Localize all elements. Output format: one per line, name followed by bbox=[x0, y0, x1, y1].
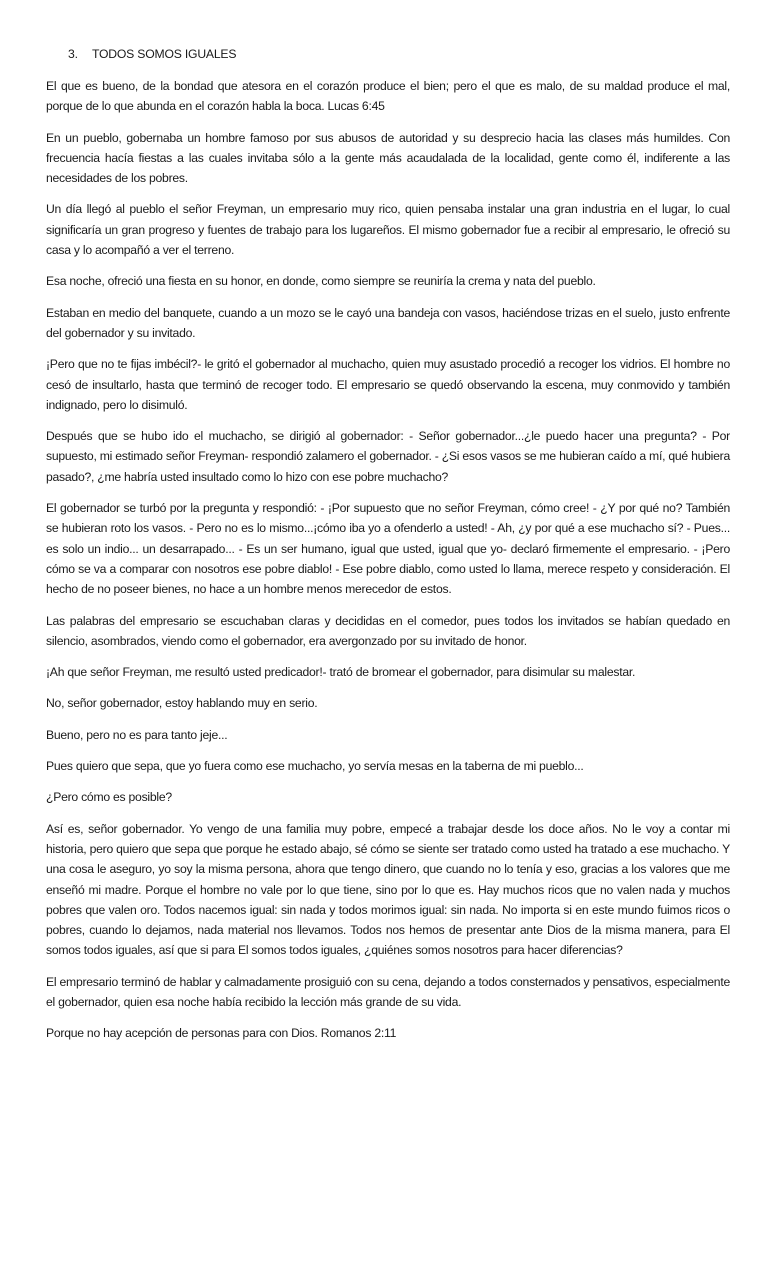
section-number: 3. bbox=[68, 47, 78, 61]
paragraph: ¿Pero cómo es posible? bbox=[46, 790, 172, 805]
paragraph: Estaban en medio del banquete, cuando a un mozo se le cayó una bandeja con vasos, haciéndose trizas en el suelo, justo enfrente del gobernador y su invitado. bbox=[46, 305, 730, 340]
paragraph: Esa noche, ofreció una fiesta en su honor, en donde, como siempre se reuniría la crema y nata del pueblo. bbox=[46, 274, 596, 289]
paragraph: Las palabras del empresario se escuchaban claras y decididas en el comedor, pues todos los invitados se habían quedado en silencio, asombrados, viendo como el gobernador, era avergonzado por su invitado de honor. bbox=[46, 613, 730, 648]
paragraph: ¡Ah que señor Freyman, me resultó usted predicador!- trató de bromear el gobernador, para disimular su malestar. bbox=[46, 665, 636, 680]
paragraph: Después que se hubo ido el muchacho, se dirigió al gobernador: - Señor gobernador...¿le puedo hacer una pregunta? - Por supuesto, mi estimado señor Freyman- respondió zalamero el gobernador. - ¿Si esos vasos se me hubieran caído a mí, qué hubiera pasado?, ¿me habría usted insultado como lo hizo con ese pobre muchacho? bbox=[46, 429, 730, 484]
paragraph: El gobernador se turbó por la pregunta y respondió: - ¡Por supuesto que no señor Freyman, cómo cree! - ¿Y por qué no? También se hubieran roto los vasos. - Pero no es lo mismo...¡cómo iba yo a ofenderlo a usted! - Ah, ¿y por qué a ese muchacho sí? - Pues... es solo un indio... un desarrapado... - Es un ser humano, igual que usted, igual que yo- declaró firmemente el empresario. - ¡Pero cómo se va a comparar con nosotros ese pobre diablo! - Ese pobre diablo, como usted lo llama, merece respeto y consideración. El hecho de no poseer bienes, no hace a un hombre menos merecedor de estos. bbox=[46, 501, 730, 597]
paragraph: ¡Pero que no te fijas imbécil?- le gritó el gobernador al muchacho, quien muy asustado procedió a recoger los vidrios. El hombre no cesó de insultarlo, hasta que terminó de recoger todo. El empresario se quedó observando la escena, muy conmovido y también indignado, pero lo disimuló. bbox=[46, 357, 730, 412]
paragraph: Bueno, pero no es para tanto jeje... bbox=[46, 727, 228, 742]
paragraph: Así es, señor gobernador. Yo vengo de una familia muy pobre, empecé a trabajar desde los doce años. No le voy a contar mi historia, pero quiero que sepa que porque he estado abajo, sé cómo se siente ser tratado como usted ha tratado a ese muchacho. Y una cosa le aseguro, yo soy la misma persona, ahora que tengo dinero, que cuando no lo tenía y eso, gracias a los valores que me enseñó mi madre. Porque el hombre no vale por lo que tiene, sino por lo que es. Hay muchos ricos que no valen nada y muchos pobres que valen oro. Todos nacemos igual: sin nada y todos morimos igual: sin nada. No importa si en este mundo fuimos ricos o pobres, cuando lo dejamos, nada material nos llevamos. Todos nos hemos de presentar ante Dios de la misma manera, para El somos todos iguales, así que si para El somos todos iguales, ¿quiénes somos nosotros para hacer diferencias? bbox=[46, 821, 730, 958]
paragraph: El empresario terminó de hablar y calmadamente prosiguió con su cena, dejando a todos consternados y pensativos, especialmente el gobernador, quien esa noche había recibido la lección más grande de su vida. bbox=[46, 974, 730, 1009]
paragraph-closing-verse: Porque no hay acepción de personas para con Dios. Romanos 2:11 bbox=[46, 1026, 397, 1041]
section-title: TODOS SOMOS IGUALES bbox=[92, 47, 237, 61]
section-heading bbox=[46, 44, 730, 64]
paragraph: Un día llegó al pueblo el señor Freyman, un empresario muy rico, quien pensaba instalar una gran industria en el lugar, lo cual significaría un gran progreso y fuentes de trabajo para los lugareños. El mismo gobernador fue a recibir al empresario, le ofreció su casa y lo acompañó a ver el terreno. bbox=[46, 202, 730, 258]
document-page bbox=[46, 44, 730, 1055]
paragraph: Pues quiero que sepa, que yo fuera como ese muchacho, yo servía mesas en la taberna de mi pueblo... bbox=[46, 759, 584, 774]
paragraph: En un pueblo, gobernaba un hombre famoso por sus abusos de autoridad y su desprecio hacia las clases más humildes. Con frecuencia hacía fiestas a las cuales invitaba sólo a la gente más acaudalada de la localidad, gente como él, indiferente a las necesidades de los pobres. bbox=[46, 130, 730, 186]
paragraph-epigraph: El que es bueno, de la bondad que atesora en el corazón produce el bien; pero el que es malo, de su maldad produce el mal, porque de lo que abunda en el corazón habla la boca. Lucas 6:45 bbox=[46, 79, 730, 114]
paragraph: No, señor gobernador, estoy hablando muy en serio. bbox=[46, 696, 318, 711]
